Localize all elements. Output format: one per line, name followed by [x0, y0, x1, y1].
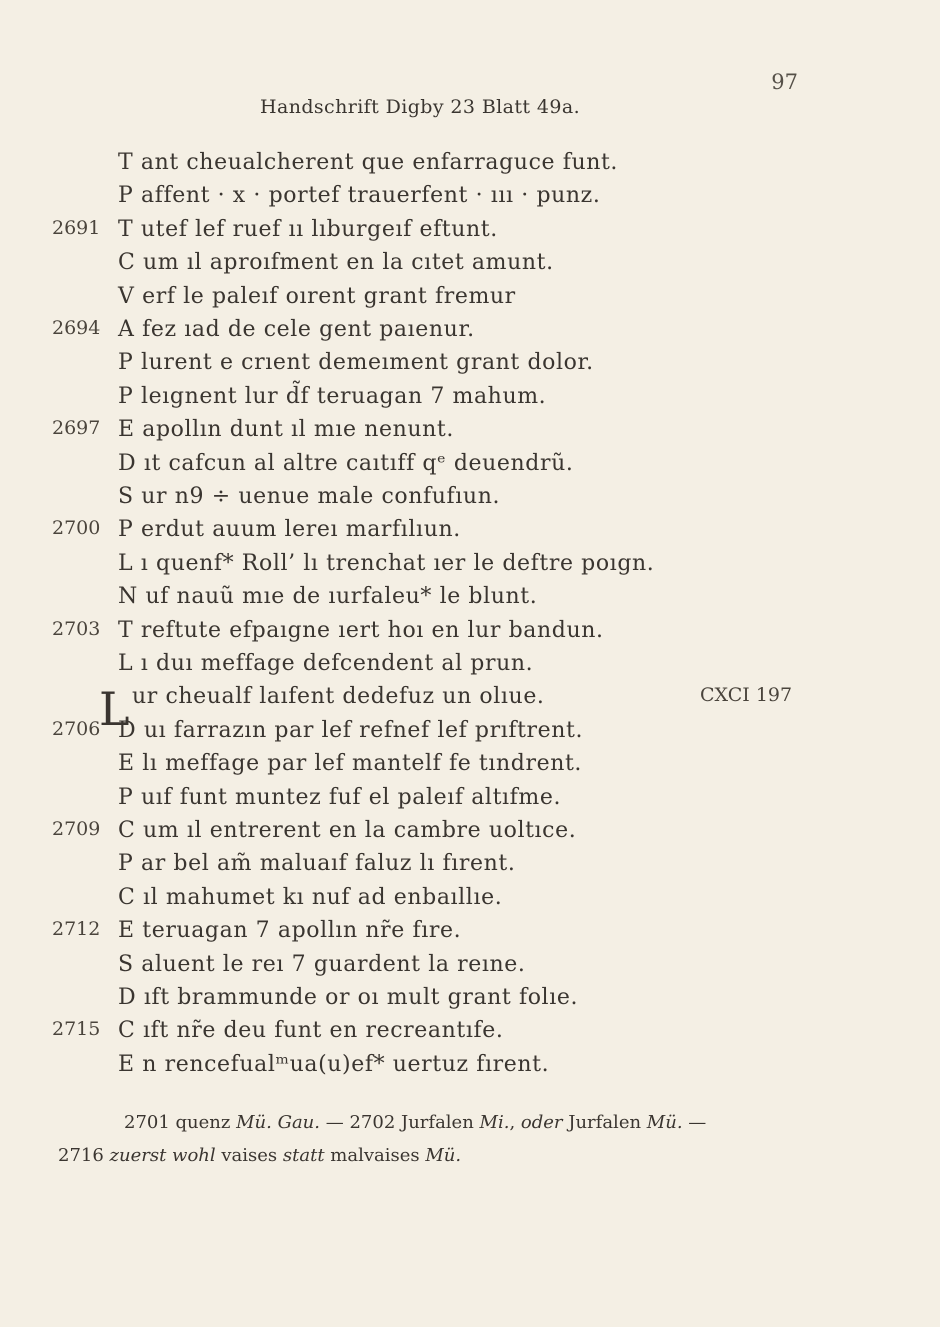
- verse-text: E apollın dunt ıl mıe nenunt.: [118, 417, 454, 443]
- verse-line: [0, 651, 940, 684]
- verse-line: [0, 451, 940, 484]
- footnote-segment: Mü. Gau.: [236, 1112, 321, 1133]
- footnote-segment: vaises: [215, 1145, 283, 1166]
- verse-text: C ıl mahumet kı nuf ad enbaıllıe.: [118, 884, 503, 910]
- footnote-line: [58, 1145, 706, 1178]
- footnote-segment: — 2702 Jurfalen: [320, 1112, 480, 1133]
- verse-text: T utef lef ruef ıı lıburgeıf eftunt.: [118, 216, 498, 242]
- verse-text: C ıft nr̃e deu funt en recreantıfe.: [118, 1018, 504, 1044]
- verse-text: D uı farrazın par lef refnef lef prıftrent.: [118, 717, 584, 743]
- verse-text: T reftute efpaıgne ıert hoı en lur bandun.: [118, 617, 604, 643]
- verse-text: L ı quenf* Roll’ lı trenchat ıer le deftre poıgn.: [118, 550, 655, 576]
- verse-line: [0, 250, 940, 283]
- line-number: 2706: [52, 717, 101, 740]
- verse-line: [0, 183, 940, 216]
- verse-text: E teruagan 7 apollın nr̃e fıre.: [118, 918, 462, 944]
- verse-line: [0, 684, 940, 717]
- initial-letter: L: [99, 682, 130, 736]
- footnote-segment: Mü.: [425, 1145, 462, 1166]
- verse-line: [0, 952, 940, 985]
- verse-text: V erf le paleıf oırent grant fremur: [118, 283, 516, 309]
- footnote-segment: 2716: [58, 1145, 110, 1166]
- footnote-segment: —: [682, 1112, 707, 1133]
- verse-text: ur cheualf laıfent dedefuz un olıue.: [132, 684, 545, 710]
- verse-text: L ı duı meffage defcendent al prun.: [118, 651, 534, 676]
- verse-text: P ar bel am̃ maluaıf faluz lı fırent.: [118, 851, 516, 877]
- verse-line: [0, 851, 940, 884]
- verse-line: [0, 551, 940, 584]
- footnote-segment: oder: [520, 1112, 563, 1133]
- line-number: 2715: [52, 1018, 101, 1041]
- verse-text: C um ıl entrerent en la cambre uoltıce.: [118, 818, 577, 843]
- verse-text: C um ıl aproıfment en la cıtet amunt.: [118, 250, 554, 276]
- verse-text: D ıt cafcun al altre caıtıff qᵉ deuendrũ.: [118, 450, 574, 476]
- verse-line: [0, 885, 940, 918]
- verse-text: E n rencefualᵐua(u)ef* uertuz fırent.: [118, 1051, 550, 1077]
- footnote-segment: Jurfalen: [562, 1112, 647, 1133]
- verse-line: [0, 350, 940, 383]
- verse-text: T ant cheualcherent que enfarraguce funt.: [118, 150, 619, 175]
- line-number: 2700: [52, 517, 101, 540]
- footnotes: [58, 1112, 706, 1178]
- verse-line: [0, 217, 940, 250]
- verse-line: [0, 150, 940, 183]
- footnote-segment: zuerst wohl: [109, 1145, 216, 1166]
- verse-text: A fez ıad de cele gent paıenur.: [118, 317, 475, 342]
- verse-line: [0, 584, 940, 617]
- verse-line: [0, 918, 940, 951]
- verse-line: [0, 618, 940, 651]
- verse-line: [0, 1052, 940, 1085]
- line-number: 2709: [52, 818, 101, 840]
- verse-text: P leıgnent lur d̃f teruagan 7 mahum.: [118, 383, 547, 409]
- footnote-line: [58, 1112, 706, 1145]
- verse-line: [0, 818, 940, 851]
- laisse-marker: CXCI 197: [700, 684, 793, 707]
- verse-line: [0, 751, 940, 784]
- verse-text: D ıft brammunde or oı mult grant folıe.: [118, 985, 579, 1010]
- verse-line: [0, 718, 940, 751]
- verse-text: P lurent e crıent demeıment grant dolor.: [118, 350, 594, 376]
- verse-text: P erdut auum lereı marfılıun.: [118, 517, 461, 543]
- verse-line: [0, 317, 940, 350]
- verse-line: [0, 517, 940, 550]
- verse-text: S aluent le reı 7 guardent la reıne.: [118, 951, 526, 977]
- page-number: 97: [771, 70, 798, 94]
- footnote-segment: 2701 quenz: [124, 1112, 237, 1133]
- verse-line: [0, 384, 940, 417]
- verse-line: [0, 284, 940, 317]
- footnote-segment: Mü.: [646, 1112, 683, 1133]
- line-number: 2703: [52, 617, 101, 640]
- verse-text: P affent · x · portef trauerfent · ııı · punz.: [118, 183, 601, 209]
- line-number: 2691: [52, 216, 101, 239]
- verse-line: [0, 484, 940, 517]
- verse-line: [0, 985, 940, 1018]
- line-number: 2697: [52, 417, 101, 440]
- footnote-segment: statt: [282, 1145, 325, 1166]
- verse-text: P uıf funt muntez fuf el paleıf altıfme.: [118, 784, 562, 810]
- footnote-segment: Mi.: [479, 1112, 510, 1133]
- footnote-segment: ,: [509, 1112, 521, 1133]
- running-header: Handschrift Digby 23 Blatt 49a.: [260, 96, 581, 118]
- line-number: 2694: [52, 317, 101, 339]
- footnote-segment: malvaises: [324, 1145, 426, 1166]
- verse-text: S ur n9 ÷ uenue male confufıun.: [118, 484, 501, 509]
- verse-text: N uf nauũ mıe de ıurfaleu* le blunt.: [118, 584, 538, 610]
- verse-line: [0, 1018, 940, 1051]
- verse-line: [0, 417, 940, 450]
- verse-line: [0, 785, 940, 818]
- line-number: 2712: [52, 918, 101, 941]
- verse-text: E lı meffage par lef mantelf fe tındrent.: [118, 751, 582, 777]
